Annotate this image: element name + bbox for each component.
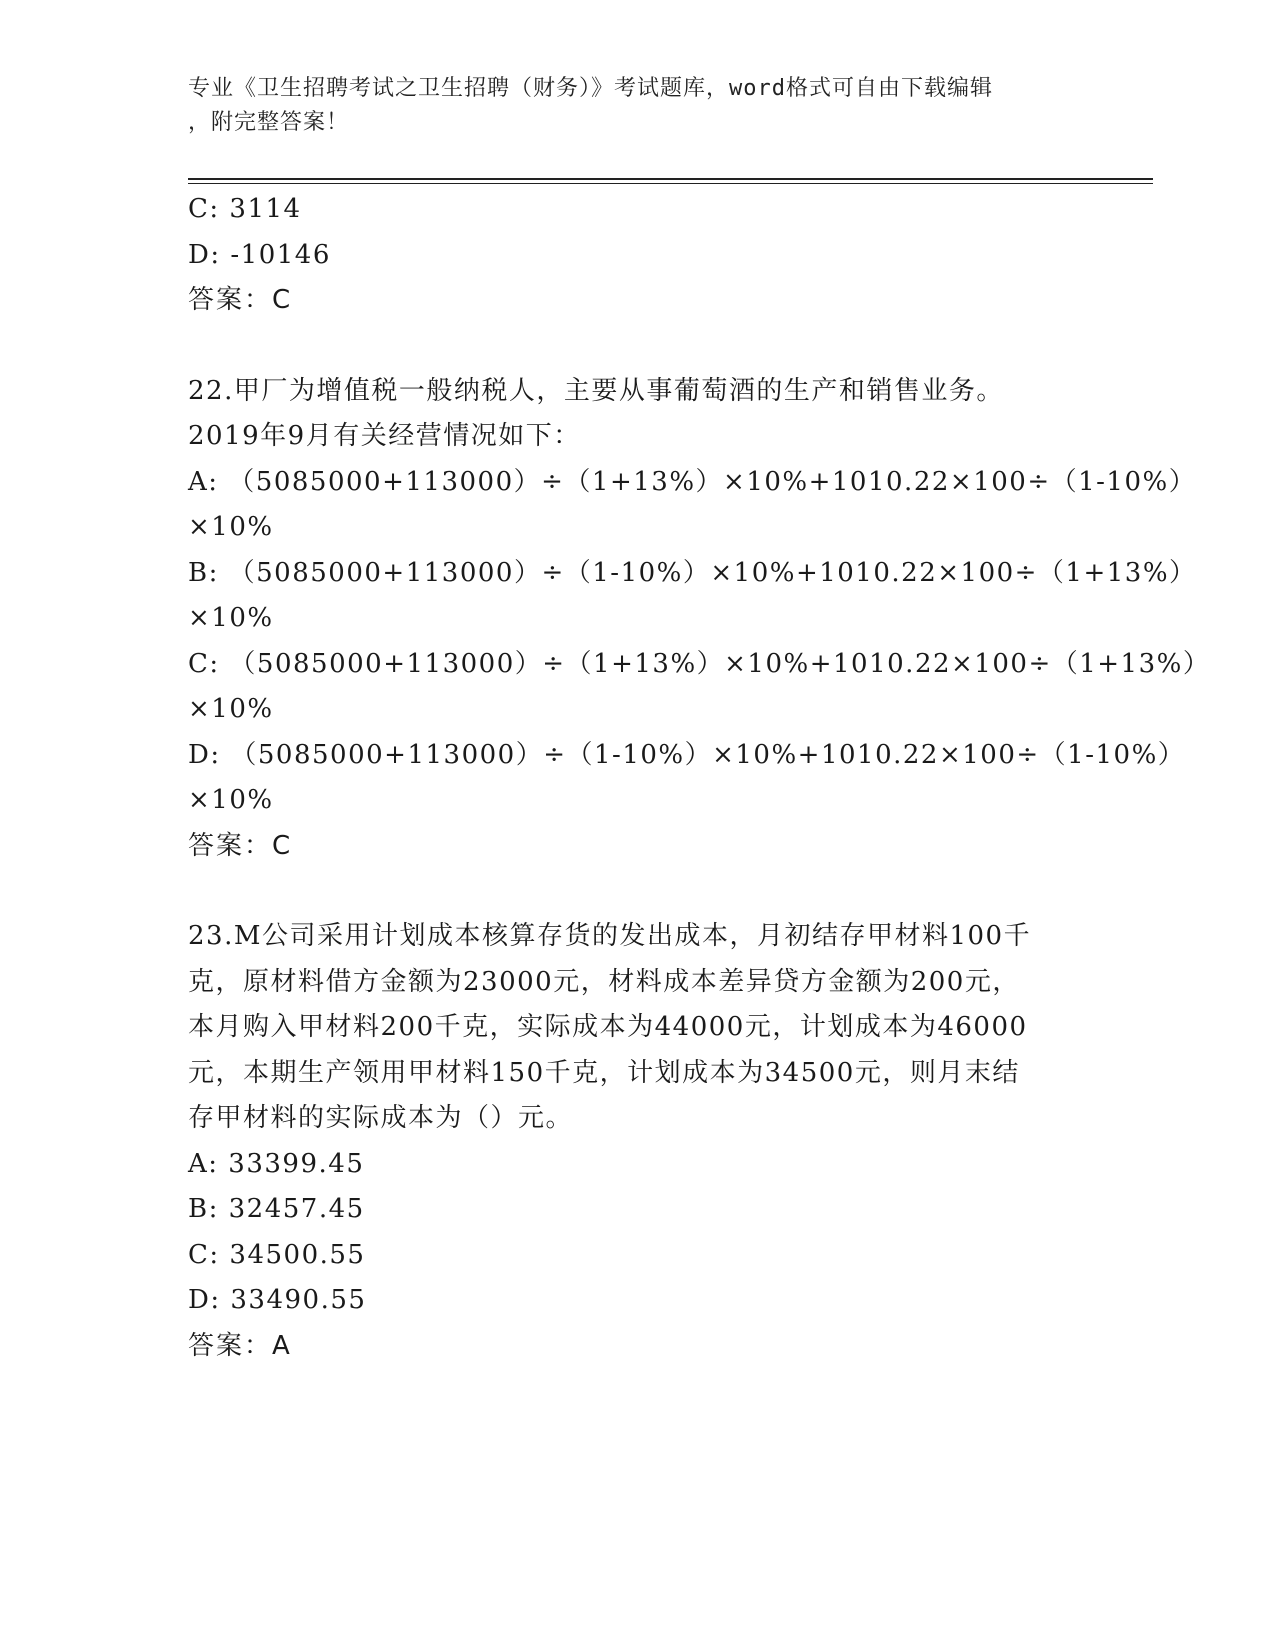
page-header xyxy=(188,72,1068,140)
question-stem: 23.M公司采用计划成本核算存货的发出成本，月初结存甲材料100千 xyxy=(188,921,1032,951)
option-c: C: （5085000+113000）÷（1+13%）×10%+1010.22×100÷（1+13%） xyxy=(188,648,1211,679)
question-stem: 元，本期生产领用甲材料150千克，计划成本为34500元，则月末结 xyxy=(188,1057,1020,1088)
question-stem: 克，原材料借方金额为23000元，材料成本差异贷方金额为200元， xyxy=(188,966,1020,997)
header-line-1: 专业《卫生招聘考试之卫生招聘（财务）》考试题库，word格式可自由下载编辑 xyxy=(188,76,993,101)
header-line-2: ，附完整答案！ xyxy=(188,110,350,135)
answer-line: 答案：A xyxy=(188,1330,292,1361)
option-c: C: 3114 xyxy=(188,194,302,224)
option-a: A: （5085000+113000）÷（1+13%）×10%+1010.22×100÷（1-10%） xyxy=(188,466,1197,497)
question-22 xyxy=(188,369,1211,870)
spacer xyxy=(188,324,1088,369)
option-a-continued: ×10% xyxy=(188,512,274,542)
question-stem: 22.甲厂为增值税一般纳税人，主要从事葡萄酒的生产和销售业务。 xyxy=(188,375,1004,406)
question-stem: 2019年9月有关经营情况如下： xyxy=(188,421,581,451)
header-divider-thin xyxy=(188,183,1153,184)
document-body xyxy=(188,187,1211,1369)
option-d: D: 33490.55 xyxy=(188,1285,367,1315)
option-c-continued: ×10% xyxy=(188,694,274,724)
option-c: C: 34500.55 xyxy=(188,1239,366,1270)
question-23 xyxy=(188,914,1088,1369)
option-d: D: （5085000+113000）÷（1-10%）×10%+1010.22×100÷（1-10%） xyxy=(188,739,1186,770)
question-stem: 存甲材料的实际成本为（）元。 xyxy=(188,1103,574,1133)
question-21-tail xyxy=(188,187,1088,324)
option-b: B: （5085000+113000）÷（1-10%）×10%+1010.22×100÷（1+13%） xyxy=(188,557,1197,588)
option-b-continued: ×10% xyxy=(188,603,274,633)
option-d: D: -10146 xyxy=(188,239,331,270)
answer-line: 答案：C xyxy=(188,830,293,861)
option-d-continued: ×10% xyxy=(188,785,274,815)
question-stem: 本月购入甲材料200千克，实际成本为44000元，计划成本为46000 xyxy=(188,1012,1028,1042)
answer-line: 答案：C xyxy=(188,285,293,315)
option-b: B: 32457.45 xyxy=(188,1194,365,1224)
spacer xyxy=(188,869,1088,914)
option-a: A: 33399.45 xyxy=(188,1148,365,1179)
header-divider-thick xyxy=(188,178,1153,180)
